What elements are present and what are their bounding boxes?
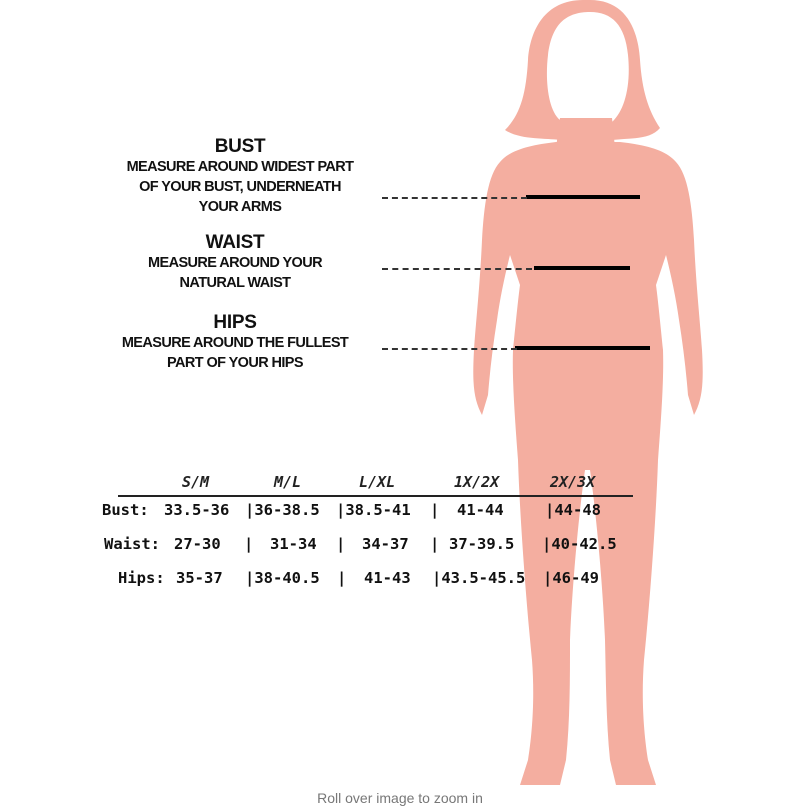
hips-cell-sm: 35-37 [176,569,223,587]
body-silhouette [473,0,702,785]
bust-cell-lxl: |38.5-41 [336,501,411,519]
bust-instructions [90,137,390,217]
bust-cell-sm: 33.5-36 [164,501,230,519]
hips-cell-2x3x: |46-49 [543,569,599,587]
size-header-row [118,473,633,497]
hips-row-label: Hips: [118,569,165,587]
size-col-1x2x: 1X/2X [454,473,500,491]
hips-cell-lxl: 41-43 [364,569,411,587]
hips-desc-line-2: PART OF YOUR HIPS [167,355,303,371]
bust-guide-dashes [382,197,527,199]
hips-cell-ml: |38-40.5 [245,569,320,587]
hips-guide-dashes [382,348,517,350]
waist-sep-3: | [430,535,440,553]
waist-size-row [102,535,662,569]
waist-sep-2: | [336,535,346,553]
waist-cell-2x3x: |40-42.5 [542,535,617,553]
size-col-2x3x: 2X/3X [550,473,596,491]
size-chart-table [102,473,662,603]
waist-instructions [95,233,375,293]
hips-cell-1x2x: |43.5-45.5 [432,569,526,587]
torso-legs-shape [473,142,702,785]
waist-cell-ml: 31-34 [270,535,317,553]
waist-cell-lxl: 34-37 [362,535,409,553]
bust-desc-line-3: YOUR ARMS [198,199,282,215]
bust-cell-ml: |36-38.5 [245,501,320,519]
bust-size-row [102,501,662,535]
bust-title: BUST [214,136,266,157]
hips-title: HIPS [213,312,257,333]
waist-row-label: Waist: [104,535,160,553]
waist-cell-1x2x: 37-39.5 [449,535,515,553]
size-col-lxl: L/XL [359,473,396,491]
waist-title: WAIST [205,232,265,253]
bust-desc-line-1: MEASURE AROUND WIDEST PART [126,159,354,175]
waist-cell-sm: 27-30 [174,535,221,553]
hips-sep: | [337,569,347,587]
zoom-hint-text: Roll over image to zoom in [317,790,483,806]
bust-sep: | [430,501,440,519]
waist-desc-line-1: MEASURE AROUND YOUR [148,255,322,271]
hips-size-row [102,569,662,603]
waist-desc-line-2: NATURAL WAIST [179,275,291,291]
size-col-ml: M/L [274,473,302,491]
waist-guide-dashes [382,268,532,270]
bust-cell-2x3x: |44-48 [545,501,601,519]
bust-desc-line-2: OF YOUR BUST, UNDERNEATH [139,179,341,195]
hips-desc-line-1: MEASURE AROUND THE FULLEST [121,335,349,351]
bust-cell-1x2x: 41-44 [457,501,504,519]
size-col-sm: S/M [182,473,210,491]
hips-instructions [90,313,380,373]
bust-row-label: Bust: [102,501,149,519]
waist-sep-1: | [244,535,254,553]
